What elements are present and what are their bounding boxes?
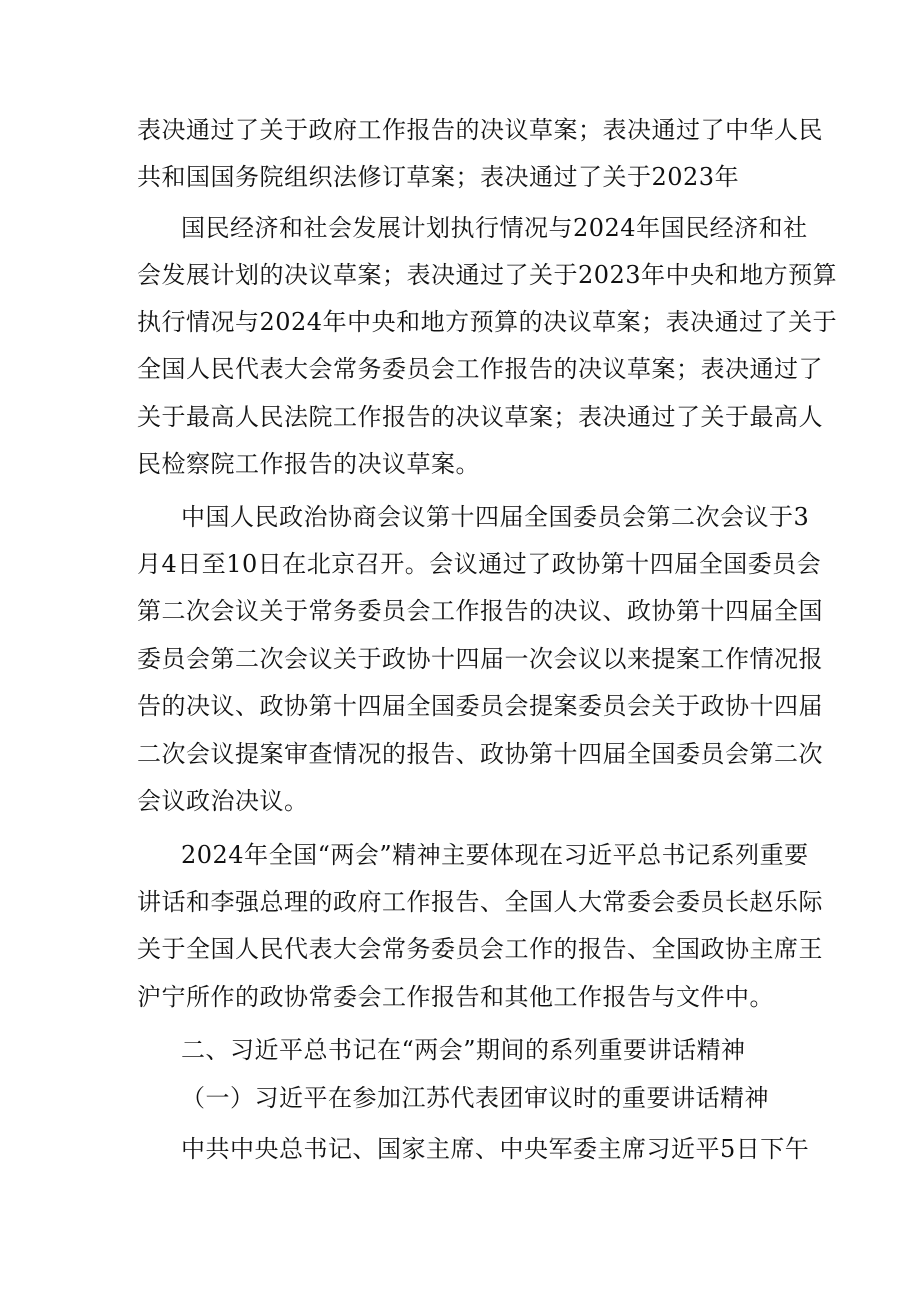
paragraph-3-line-4: 委员会第二次会议关于政协十四届一次会议以来提案工作情况报 [137,645,823,673]
paragraph-5-line-1: 中共中央总书记、国家主席、中央军委主席习近平5日下午 [181,1135,810,1163]
paragraph-3-line-2: 月4日至10日在北京召开。会议通过了政协第十四届全国委员会 [137,550,822,578]
paragraph-3-line-6: 二次会议提案审查情况的报告、政协第十四届全国委员会第二次 [137,740,823,768]
paragraph-3-line-5: 告的决议、政协第十四届全国委员会提案委员会关于政协十四届 [137,692,823,720]
paragraph-4-line-2: 讲话和李强总理的政府工作报告、全国人大常委会委员长赵乐际 [137,888,823,916]
subsection-heading: （一）习近平在参加江苏代表团审议时的重要讲话精神 [181,1084,769,1112]
paragraph-4-line-3: 关于全国人民代表大会常务委员会工作的报告、全国政协主席王 [137,935,823,963]
paragraph-2-line-6: 民检察院工作报告的决议草案。 [137,450,480,478]
paragraph-1-line-1: 表决通过了关于政府工作报告的决议草案；表决通过了中华人民 [137,116,823,144]
paragraph-3-line-3: 第二次会议关于常务委员会工作报告的决议、政协第十四届全国 [137,597,823,625]
paragraph-1-line-2: 共和国国务院组织法修订草案；表决通过了关于2023年 [137,163,740,191]
paragraph-2-line-2: 会发展计划的决议草案；表决通过了关于2023年中央和地方预算 [137,261,838,289]
paragraph-2-line-3: 执行情况与2024年中央和地方预算的决议草案；表决通过了关于 [137,308,838,336]
paragraph-2-line-4: 全国人民代表大会常务委员会工作报告的决议草案；表决通过了 [137,355,823,383]
paragraph-4-line-1: 2024年全国“两会”精神主要体现在习近平总书记系列重要 [181,841,809,869]
paragraph-2-line-1: 国民经济和社会发展计划执行情况与2024年国民经济和社 [181,214,808,242]
paragraph-3-line-7: 会议政治决议。 [137,787,309,815]
paragraph-2-line-5: 关于最高人民法院工作报告的决议草案；表决通过了关于最高人 [137,403,823,431]
paragraph-4-line-4: 沪宁所作的政协常委会工作报告和其他工作报告与文件中。 [137,983,774,1011]
paragraph-3-line-1: 中国人民政治协商会议第十四届全国委员会第二次会议于3 [181,503,810,531]
section-heading: 二、习近平总书记在“两会”期间的系列重要讲话精神 [181,1036,746,1064]
